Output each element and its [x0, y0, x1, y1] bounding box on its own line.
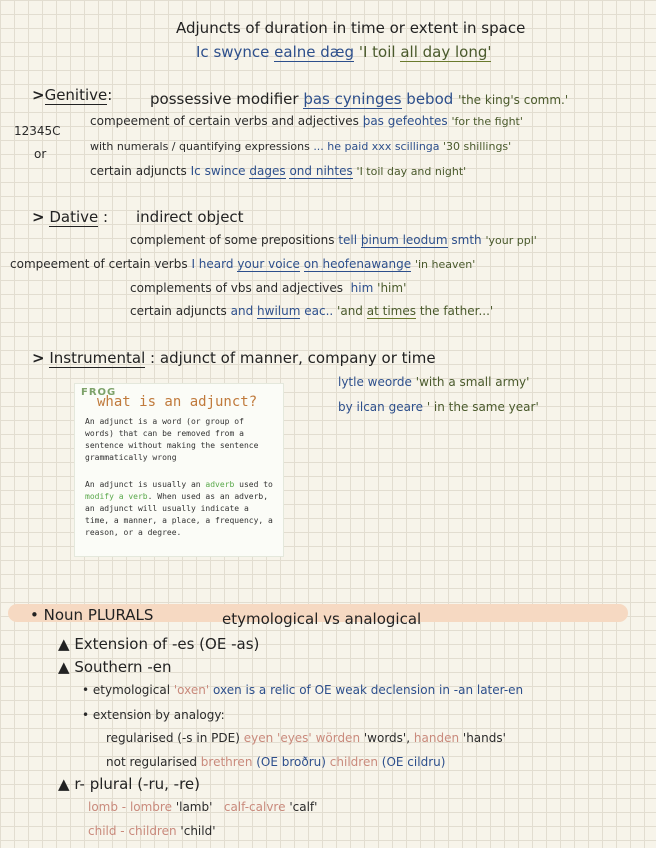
instrumental-label: adjunct of manner, company or time [159, 349, 436, 367]
dative-r5-label: certain adjuncts [130, 304, 227, 318]
dative-r2-ex: tell [338, 233, 358, 247]
genitive-heading [32, 86, 112, 104]
genitive-r1-gloss: 'the king's comm.' [458, 93, 569, 107]
plurals-southern-row [58, 658, 171, 676]
dative-r5-ex: and [230, 304, 254, 318]
dative-arrow-icon: > [32, 208, 45, 226]
plurals-etym-row [82, 683, 523, 697]
instrumental-heading [32, 349, 436, 367]
dative-r5-ex2: hwilum [257, 304, 301, 318]
card-p2a: An adjunct is usually an [85, 480, 201, 489]
plurals-notreg-g2: (OE cildru) [381, 755, 446, 769]
header-ex-b: ealne dæg [274, 43, 355, 61]
dative-r2-gloss: 'your ppl' [485, 234, 537, 247]
dative-row-4 [130, 281, 406, 295]
genitive-title: Genitive [44, 86, 108, 104]
dative-r5-ex3: eac.. [304, 304, 334, 318]
page-title: Adjuncts of duration in time or extent in space [176, 19, 526, 37]
card-p2e: . When used as an adverb, an adjunct will usually indicate a time, a manner, a place, a frequency, a reason, or a degree. [85, 492, 273, 537]
plurals-calf: calf-calvre [223, 800, 286, 814]
triangle-icon: ▲ [58, 635, 70, 653]
dative-r5-gloss3: the father...' [419, 304, 494, 318]
genitive-row-4 [90, 164, 466, 178]
plurals-reg-g3: 'hands' [462, 731, 506, 745]
plurals-bullet-icon: • [30, 606, 39, 624]
dative-r4-ex: him [350, 281, 374, 295]
dative-r3-ex3: on heofenawange [303, 257, 412, 271]
dative-colon: : [103, 208, 109, 226]
plurals-child: child - children [88, 824, 177, 838]
instrumental-ex1: lytle weorde [338, 375, 412, 389]
small-bullet-icon: • [82, 708, 90, 722]
plurals-subtitle: etymological vs analogical [222, 610, 422, 628]
triangle-icon: ▲ [58, 658, 70, 676]
card-paragraph-1: An adjunct is a word (or group of words) that can be removed from a sentence without making the sentence grammatically wrong [85, 417, 259, 462]
plurals-reg-sep: , [406, 731, 411, 745]
genitive-r1-ex2: bebod [406, 90, 454, 108]
genitive-r4-label: certain adjuncts [90, 164, 187, 178]
plurals-regularised-row [106, 731, 506, 745]
plurals-heading [30, 606, 153, 624]
plurals-title: Noun PLURALS [43, 606, 154, 624]
genitive-margin-or: or [34, 147, 47, 161]
genitive-margin-note: 12345C [14, 124, 61, 138]
plurals-reg-label: regularised (-s in PDE) [106, 731, 240, 745]
plurals-child-row [88, 824, 216, 838]
dative-r4-label: complements of vbs and adjectives [130, 281, 344, 295]
plurals-ext-es-row [58, 635, 259, 653]
genitive-r3-label: with numerals / quantifying expressions [90, 140, 310, 153]
triangle-icon: ▲ [58, 775, 70, 793]
plurals-analogy-row [82, 708, 225, 722]
plurals-rplural: r- plural (-ru, -re) [74, 775, 201, 793]
instrumental-arrow-icon: > [32, 349, 45, 367]
dative-r4-gloss: 'him' [377, 281, 407, 295]
dative-r5-gloss: 'and [337, 304, 363, 318]
card-p2b: adverb [205, 480, 235, 489]
header-ex-c: 'I toil [358, 43, 396, 61]
dative-r2-label: complement of some prepositions [130, 233, 335, 247]
adjunct-definition-card [74, 383, 284, 557]
dative-r3-ex: I heard [191, 257, 234, 271]
plurals-southern: Southern -en [74, 658, 172, 676]
card-p2c: used to [239, 480, 273, 489]
dative-row-5 [130, 304, 493, 318]
header-ex-d: all day long' [400, 43, 492, 61]
genitive-row-3 [90, 140, 511, 153]
header-ex-a: Ic swynce [196, 43, 270, 61]
genitive-r3-ex: ... he paid xxx scillinga [313, 140, 440, 153]
plurals-lamb: lomb - lombre [88, 800, 172, 814]
card-title: what is an adjunct? [97, 394, 258, 410]
plurals-analogy-label: extension by analogy: [92, 708, 225, 722]
card-paragraph-2 [85, 479, 275, 539]
dative-row-2 [130, 233, 537, 247]
dative-r5-gloss2: at times [366, 304, 416, 318]
genitive-row-1 [150, 90, 568, 108]
plurals-reg-g1: 'eyes' [277, 731, 312, 745]
genitive-r2-ex: þas gefeohtes [362, 114, 448, 128]
card-p2d: modify a verb [85, 492, 148, 501]
plurals-notreg-label: not regularised [106, 755, 197, 769]
genitive-arrow-icon: > [32, 86, 45, 104]
plurals-calf-gloss: 'calf' [289, 800, 318, 814]
genitive-r3-gloss: '30 shillings' [443, 140, 512, 153]
small-bullet-icon: • [82, 683, 90, 697]
instrumental-ex2-gloss: ' in the same year' [426, 400, 539, 414]
genitive-row-2 [90, 114, 523, 128]
plurals-reg-g2: 'words' [363, 731, 407, 745]
dative-title: Dative [49, 208, 99, 226]
genitive-r2-gloss: 'for the fight' [451, 115, 523, 128]
instrumental-colon: : [150, 349, 156, 367]
plurals-lamb-gloss: 'lamb' [175, 800, 213, 814]
genitive-r4-ex: Ic swince [190, 164, 246, 178]
genitive-colon: : [107, 86, 113, 104]
instrumental-ex2: by ilcan geare [338, 400, 423, 414]
plurals-etym-ex: 'oxen' [173, 683, 210, 697]
genitive-r1-label: possessive modifier [150, 90, 299, 108]
plurals-rplural-row [58, 775, 200, 793]
plurals-reg-ex1: eyen [243, 731, 274, 745]
dative-r2-ex3: smth [451, 233, 482, 247]
plurals-etym-label: etymological [92, 683, 171, 697]
genitive-r4-ex2: dages [249, 164, 286, 178]
plurals-notreg-ex1: brethren [200, 755, 253, 769]
plurals-notreg-g1: (OE broðru) [256, 755, 326, 769]
plurals-reg-ex2: wörden [315, 731, 361, 745]
dative-row-3 [10, 257, 475, 271]
plurals-lamb-row [88, 800, 317, 814]
plurals-reg-ex3: handen [413, 731, 460, 745]
genitive-r4-ex3: ond nihtes [289, 164, 353, 178]
plurals-notreg-ex2: children [329, 755, 378, 769]
dative-r3-ex2: your voice [237, 257, 300, 271]
dative-r3-gloss: 'in heaven' [414, 258, 476, 271]
genitive-r4-gloss: 'I toil day and night' [356, 165, 467, 178]
dative-r1-label: indirect object [136, 208, 244, 226]
dative-heading [32, 208, 108, 226]
instrumental-title: Instrumental [49, 349, 146, 367]
plurals-ext-es: Extension of -es (OE -as) [74, 635, 260, 653]
plurals-child-gloss: 'child' [180, 824, 216, 838]
instrumental-ex-1 [338, 375, 529, 389]
card-source: FROG [81, 387, 117, 398]
instrumental-ex-2 [338, 400, 539, 414]
genitive-r2-label: compeement of certain verbs and adjectives [90, 114, 359, 128]
instrumental-ex1-gloss: 'with a small army' [415, 375, 530, 389]
plurals-notreg-row [106, 755, 445, 769]
header-example [196, 43, 491, 61]
genitive-r1-ex: þas cyninges [303, 90, 402, 108]
plurals-etym-text: oxen is a relic of OE weak declension in -an later-en [213, 683, 524, 697]
dative-r2-ex2: þinum leodum [360, 233, 448, 247]
dative-r3-label: compeement of certain verbs [10, 257, 188, 271]
